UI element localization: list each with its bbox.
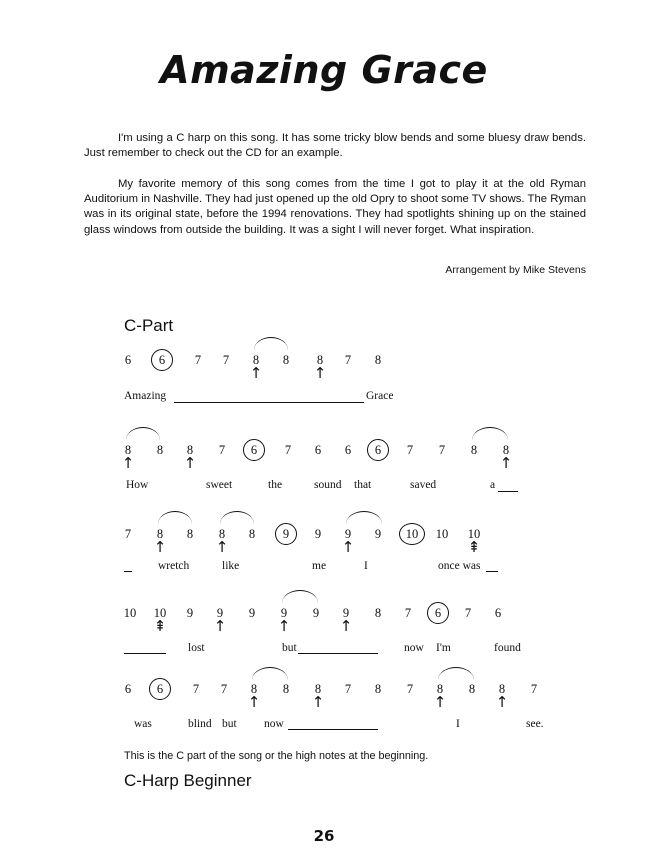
bend-arc	[158, 511, 192, 524]
tab-note: 8	[156, 527, 164, 541]
lyric-word: I	[456, 718, 460, 730]
lyric-word: the	[268, 479, 283, 491]
tab-note: 8	[250, 682, 258, 696]
lyric-word: now	[404, 642, 424, 654]
tab-note: 8	[470, 443, 478, 457]
double-draw-arrow-icon: ⇞	[467, 538, 481, 556]
lyric-word: see.	[526, 718, 544, 730]
intro-paragraph: I'm using a C harp on this song. It has some tricky blow bends and some bluesy draw bends. Just remember to check out the CD for an example.	[84, 132, 586, 160]
lyric-word: sound	[314, 479, 342, 491]
lyric-word: Amazing	[124, 390, 167, 402]
tab-note: 7	[438, 443, 446, 457]
bend-arc	[254, 337, 288, 350]
tab-note: 8	[436, 682, 444, 696]
bend-arc	[126, 427, 160, 440]
tab-note: 10	[467, 527, 481, 541]
tab-note: 8	[314, 682, 322, 696]
tab-note: 9	[342, 606, 350, 620]
tab-note: 6	[423, 606, 453, 620]
tab-note: 7	[222, 353, 230, 367]
tab-note: 8	[498, 682, 506, 696]
memory-paragraph: My favorite memory of this song comes from the time I got to play it at the old Ryman Auditorium in Nashville. They had just opened up the old Opry to shoot some TV shows. The Ryman was in its original state, before the 1994 renovations. They had spotlights shining up on the stained glass windows from outside the building. It was a sight I will never forget. What inspiration.	[84, 178, 586, 236]
tab-note: 7	[404, 606, 412, 620]
lyric-word: I'm	[436, 642, 451, 654]
tab-note: 8	[316, 353, 324, 367]
lyric-underline	[174, 402, 364, 403]
tab-note: 9	[186, 606, 194, 620]
tab-note: 8	[282, 682, 290, 696]
tab-note: 8	[468, 682, 476, 696]
lyric-word: saved	[410, 479, 437, 491]
tab-note: 8	[374, 606, 382, 620]
draw-arrow-icon: ↑	[213, 617, 227, 635]
tab-note: 9	[216, 606, 224, 620]
tab-note: 7	[124, 527, 132, 541]
section-caption: This is the C part of the song or the high notes at the beginning.	[124, 750, 429, 762]
section-heading-c-part: C-Part	[124, 316, 174, 335]
tab-note: 7	[220, 682, 228, 696]
tab-note: 8	[282, 353, 290, 367]
tab-note: 7	[284, 443, 292, 457]
tab-note: 8	[502, 443, 510, 457]
lyric-underline	[498, 491, 518, 492]
lyric-word: I	[364, 560, 368, 572]
lyric-word: like	[222, 560, 240, 572]
tab-note: 8	[374, 682, 382, 696]
lyric-word: a	[490, 479, 496, 491]
draw-arrow-icon: ↑	[215, 538, 229, 556]
tab-note: 8	[186, 443, 194, 457]
lyric-word: that	[354, 479, 372, 491]
tab-note: 7	[530, 682, 538, 696]
tab-note: 9	[344, 527, 352, 541]
tab-note: 8	[218, 527, 226, 541]
draw-arrow-icon: ↑	[495, 693, 509, 711]
draw-arrow-icon: ↑	[341, 538, 355, 556]
tab-note: 6	[147, 353, 177, 367]
page-number: 26	[313, 827, 335, 845]
lyric-word: lost	[188, 642, 205, 654]
bend-arc	[438, 667, 474, 680]
lyric-word: now	[264, 718, 284, 730]
draw-arrow-icon: ↑	[249, 364, 263, 382]
tab-note: 10	[123, 606, 137, 620]
lyric-word: found	[494, 642, 521, 654]
tab-note: 8	[248, 527, 256, 541]
tab-note: 6	[145, 682, 175, 696]
tab-note: 6	[494, 606, 502, 620]
draw-arrow-icon: ↑	[313, 364, 327, 382]
tab-note: 7	[344, 353, 352, 367]
tab-note: 9	[271, 527, 301, 541]
tab-note: 8	[124, 443, 132, 457]
lyric-word: me	[312, 560, 327, 572]
lyric-word: blind	[188, 718, 212, 730]
draw-arrow-icon: ↑	[433, 693, 447, 711]
tab-note: 10	[153, 606, 167, 620]
draw-arrow-icon: ↑	[121, 454, 135, 472]
tab-note: 8	[252, 353, 260, 367]
tab-note: 10	[435, 527, 449, 541]
bend-arc	[472, 427, 508, 440]
tab-note: 8	[374, 353, 382, 367]
draw-arrow-icon: ↑	[153, 538, 167, 556]
tab-note: 7	[464, 606, 472, 620]
draw-arrow-icon: ↑	[499, 454, 513, 472]
tab-note: 10	[397, 527, 427, 541]
tab-note: 9	[374, 527, 382, 541]
tab-note: 9	[312, 606, 320, 620]
lyric-word: How	[126, 479, 149, 491]
lyric-word: wretch	[158, 560, 190, 572]
double-draw-arrow-icon: ⇞	[153, 617, 167, 635]
lyric-word: sweet	[206, 479, 233, 491]
tab-note: 8	[156, 443, 164, 457]
section-heading-c-harp-beginner: C-Harp Beginner	[124, 771, 252, 790]
tab-note: 6	[124, 682, 132, 696]
bend-arc	[252, 667, 288, 680]
tab-note: 6	[239, 443, 269, 457]
tab-note: 7	[406, 443, 414, 457]
tab-note: 9	[280, 606, 288, 620]
tab-note: 7	[194, 353, 202, 367]
bend-arc	[220, 511, 254, 524]
lyric-underline	[486, 571, 498, 572]
draw-arrow-icon: ↑	[339, 617, 353, 635]
lyric-underline	[124, 571, 132, 572]
tab-note: 6	[124, 353, 132, 367]
bend-arc	[282, 590, 318, 603]
lyric-word: Grace	[366, 390, 394, 402]
tab-note: 6	[363, 443, 393, 457]
tab-note: 9	[248, 606, 256, 620]
tab-note: 9	[314, 527, 322, 541]
draw-arrow-icon: ↑	[277, 617, 291, 635]
arrangement-credit: Arrangement by Mike Stevens	[445, 264, 586, 276]
draw-arrow-icon: ↑	[183, 454, 197, 472]
tab-note: 7	[218, 443, 226, 457]
lyric-word: was	[134, 718, 152, 730]
draw-arrow-icon: ↑	[247, 693, 261, 711]
draw-arrow-icon: ↑	[311, 693, 325, 711]
lyric-underline	[124, 653, 166, 654]
bend-arc	[346, 511, 382, 524]
lyric-underline	[288, 729, 378, 730]
tab-note: 6	[314, 443, 322, 457]
lyric-underline	[298, 653, 378, 654]
tab-note: 8	[186, 527, 194, 541]
tab-note: 6	[344, 443, 352, 457]
lyric-word: but	[222, 718, 237, 730]
tab-note: 7	[192, 682, 200, 696]
tab-note: 7	[406, 682, 414, 696]
page-title: Amazing Grace	[160, 48, 488, 92]
lyric-word: but	[282, 642, 297, 654]
lyric-word: once was	[438, 560, 481, 572]
tab-note: 7	[344, 682, 352, 696]
